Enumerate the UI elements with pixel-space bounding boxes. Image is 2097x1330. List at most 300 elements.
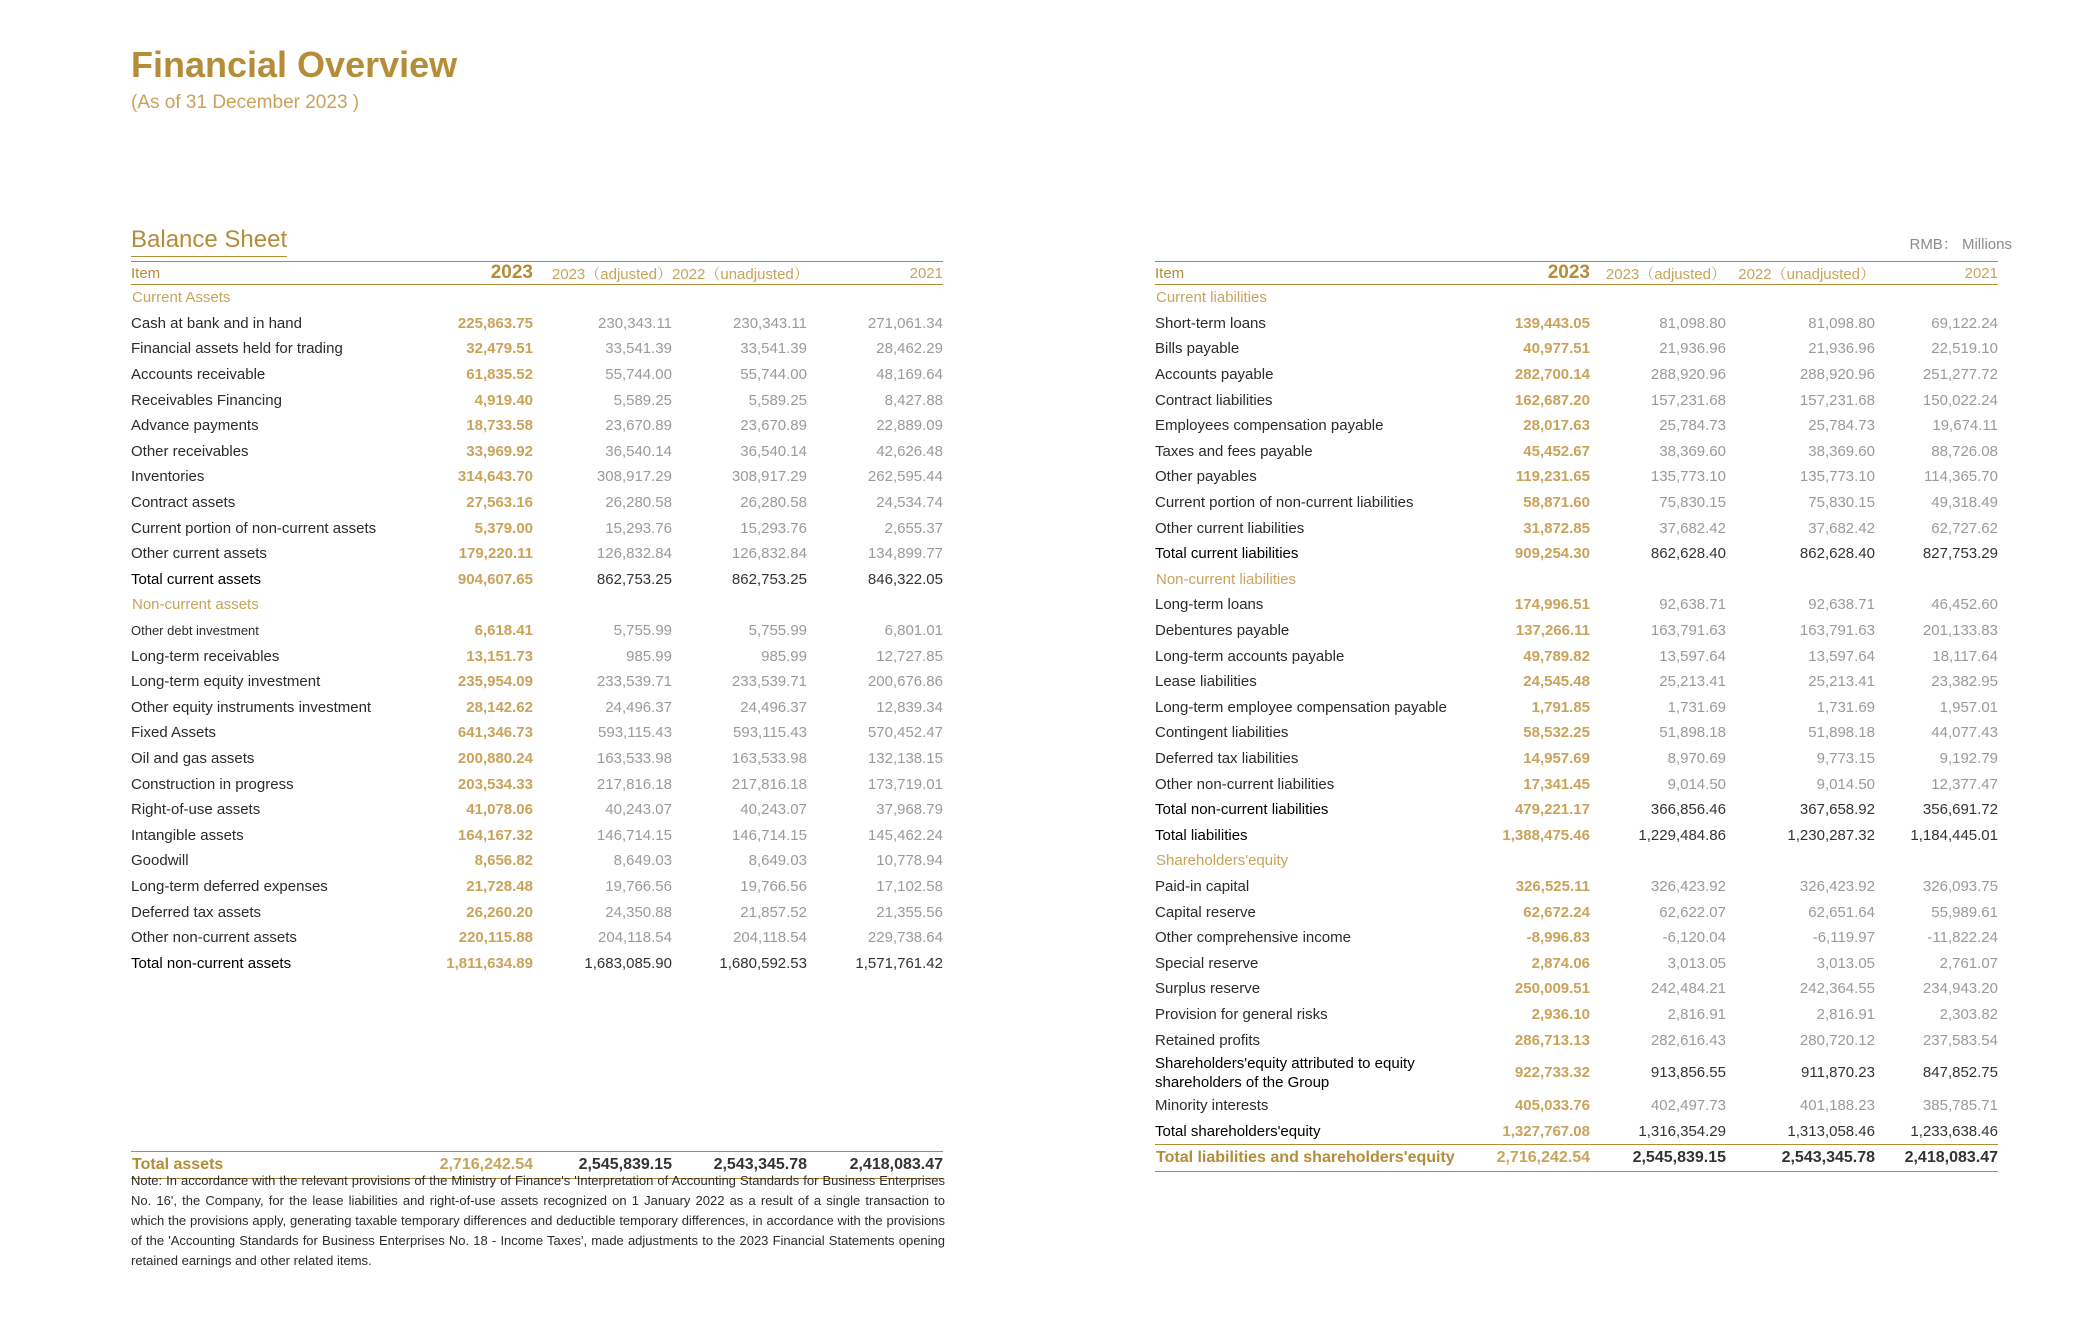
value-2023-adjusted: 862,753.25	[596, 570, 672, 588]
col-item: Item	[1155, 262, 1485, 285]
value-2023-adjusted: 8,649.03	[613, 852, 672, 870]
value-2021: 28,462.29	[876, 340, 943, 358]
table-row	[1155, 490, 1998, 516]
table-row	[131, 695, 943, 721]
value-2023: -8,996.83	[1526, 929, 1590, 947]
value-2023: 31,872.85	[1523, 519, 1590, 537]
value-2022-unadjusted: 163,533.98	[731, 749, 807, 767]
section-header-row	[1155, 285, 1998, 311]
value-2022-unadjusted: 8,649.03	[748, 852, 807, 870]
value-2023-adjusted: 282,616.43	[1650, 1031, 1726, 1049]
value-2021: 37,968.79	[876, 801, 943, 819]
value-2023-adjusted: 25,213.41	[1659, 673, 1726, 691]
value-2022-unadjusted: 36,540.14	[740, 442, 807, 460]
col-2021: 2021	[1875, 262, 1998, 285]
footnote-label: Note:	[131, 1173, 163, 1188]
value-2022-unadjusted: 21,936.96	[1808, 340, 1875, 358]
row-label: Accounts receivable	[131, 366, 266, 384]
col-2023: 2023	[1485, 262, 1590, 285]
section-header: Non-current assets	[132, 596, 259, 614]
page-title: Financial Overview	[131, 44, 458, 85]
row-label: Capital reserve	[1155, 903, 1256, 921]
table-row	[1155, 515, 1998, 541]
value-2023: 18,733.58	[466, 417, 533, 435]
value-2022-unadjusted: 2,816.91	[1816, 1005, 1875, 1023]
table-row	[1155, 618, 1998, 644]
row-label: Advance payments	[131, 417, 259, 435]
value-2023: 164,167.32	[457, 826, 533, 844]
table-row	[1155, 746, 1998, 772]
value-2021: 846,322.05	[867, 570, 943, 588]
value-2023-adjusted: 1,229,484.86	[1638, 826, 1726, 844]
value-2023: 225,863.75	[457, 314, 533, 332]
section-header-row	[131, 592, 943, 618]
value-2022-unadjusted: 1,680,592.53	[719, 954, 807, 972]
table-row	[131, 490, 943, 516]
row-label: Total liabilities	[1155, 826, 1248, 844]
row-label: Oil and gas assets	[131, 749, 255, 767]
value-2021: 234,943.20	[1922, 980, 1998, 998]
value-2021: 1,233,638.46	[1910, 1122, 1998, 1140]
value-2021: 356,691.72	[1922, 801, 1998, 819]
value-2023: 26,260.20	[466, 903, 533, 921]
liabilities-equity-table	[1155, 261, 1998, 1172]
table-row	[131, 669, 943, 695]
value-2023-adjusted: 75,830.15	[1659, 494, 1726, 512]
section-header: Shareholders'equity	[1156, 852, 1289, 870]
value-2022-unadjusted: 204,118.54	[733, 929, 807, 947]
value-2023-adjusted: 19,766.56	[605, 877, 672, 895]
value-2023: 62,672.24	[1523, 903, 1590, 921]
table-row	[1155, 1118, 1998, 1144]
value-2023: 41,078.06	[466, 801, 533, 819]
value-2022-unadjusted: 15,293.76	[740, 519, 807, 537]
value-2021: 847,852.75	[1922, 1064, 1998, 1082]
value-2023-adjusted: 2,545,839.15	[1590, 1145, 1726, 1172]
value-2023-adjusted: 135,773.10	[1650, 468, 1726, 486]
value-2022-unadjusted: 862,753.25	[731, 570, 807, 588]
value-2023: 250,009.51	[1514, 980, 1590, 998]
value-2023-adjusted: 163,533.98	[596, 749, 672, 767]
table-row	[131, 387, 943, 413]
value-2022-unadjusted: 911,870.23	[1801, 1064, 1875, 1082]
value-2022-unadjusted: 280,720.12	[1799, 1031, 1875, 1049]
value-2021: 1,957.01	[1939, 698, 1998, 716]
row-label: Retained profits	[1155, 1031, 1261, 1049]
value-2022-unadjusted: 1,313,058.46	[1787, 1122, 1875, 1140]
value-2021: 2,655.37	[884, 519, 943, 537]
value-2023-adjusted: 23,670.89	[605, 417, 672, 435]
value-2021: -11,822.24	[1927, 929, 1998, 947]
row-label: Minority interests	[1155, 1097, 1269, 1115]
value-2021: 88,726.08	[1931, 442, 1998, 460]
table-row	[1155, 1002, 1998, 1028]
value-2021: 42,626.48	[876, 442, 943, 460]
value-2022-unadjusted: 593,115.43	[733, 724, 807, 742]
unit-label: RMB： Millions	[1909, 236, 2012, 253]
value-2023-adjusted: 5,589.25	[613, 391, 672, 409]
value-2023-adjusted: 92,638.71	[1659, 596, 1726, 614]
value-2022-unadjusted: 33,541.39	[740, 340, 807, 358]
table-row	[131, 336, 943, 362]
value-2023: 137,266.11	[1515, 622, 1590, 640]
table-row	[1155, 1093, 1998, 1119]
row-label: Lease liabilities	[1155, 673, 1257, 691]
value-2021: 229,738.64	[867, 929, 943, 947]
table-row	[131, 362, 943, 388]
value-2021: 12,377.47	[1931, 775, 1998, 793]
value-2023-adjusted: 326,423.92	[1650, 877, 1726, 895]
value-2022-unadjusted: 862,628.40	[1799, 545, 1875, 563]
table-row	[1155, 362, 1998, 388]
value-2023: 21,728.48	[466, 877, 533, 895]
row-label: Total current assets	[131, 570, 262, 588]
value-2022-unadjusted: 23,670.89	[740, 417, 807, 435]
section-header-row	[1155, 848, 1998, 874]
table-row	[131, 848, 943, 874]
row-label: Long-term equity investment	[131, 673, 321, 691]
value-2023-adjusted: 402,497.73	[1650, 1097, 1726, 1115]
value-2023: 61,835.52	[466, 366, 533, 384]
value-2021: 23,382.95	[1931, 673, 1998, 691]
value-2021: 237,583.54	[1922, 1031, 1998, 1049]
row-label: Current portion of non-current assets	[131, 519, 377, 537]
value-2023: 909,254.30	[1514, 545, 1590, 563]
value-2022-unadjusted: 26,280.58	[740, 494, 807, 512]
row-label: Shareholders'equity attributed to equity shareholders of the Group	[1155, 1054, 1415, 1091]
row-label: Accounts payable	[1155, 366, 1274, 384]
table-row	[1155, 1053, 1998, 1093]
value-2021: 12,839.34	[876, 698, 943, 716]
value-2023-adjusted: 21,936.96	[1659, 340, 1726, 358]
value-2021: 21,355.56	[876, 903, 943, 921]
value-2021: 62,727.62	[1931, 519, 1998, 537]
row-label: Total shareholders'equity	[1155, 1122, 1321, 1140]
value-2021: 46,452.60	[1931, 596, 1998, 614]
value-2022-unadjusted: 5,589.25	[748, 391, 807, 409]
value-2023: 32,479.51	[466, 340, 533, 358]
value-2023: 1,327,767.08	[1502, 1122, 1590, 1140]
value-2021: 1,184,445.01	[1910, 826, 1998, 844]
footnote-text: In accordance with the relevant provisions of the Ministry of Finance's 'Interpretation of Accounting Standards for Business Enterprises No. 16', the Company, for the lease liabilities and right-of-use assets recognized on 1 January 2022 as a result of a single transaction to which the provisions apply, generating taxable temporary differences and deductible temporary differences, in accordance with the provisions of the 'Accounting Standards for Business Enterprises No. 18 - Income Taxes', made adjustments to the 2023 Financial Statements opening retained earnings and other related items.	[131, 1173, 945, 1268]
value-2023: 58,532.25	[1523, 724, 1590, 742]
value-2021: 49,318.49	[1931, 494, 1998, 512]
value-2021: 17,102.58	[876, 877, 943, 895]
table-row	[1155, 643, 1998, 669]
value-2021: 114,365.70	[1924, 468, 1998, 486]
value-2023: 479,221.17	[1514, 801, 1590, 819]
value-2023-adjusted: 1,683,085.90	[584, 954, 672, 972]
table-row	[1155, 899, 1998, 925]
value-2021: 132,138.15	[867, 749, 943, 767]
table-row	[131, 311, 943, 337]
value-2023: 27,563.16	[466, 494, 533, 512]
value-2023-adjusted: 33,541.39	[605, 340, 672, 358]
value-2023: 58,871.60	[1523, 494, 1590, 512]
table-row	[1155, 1145, 1998, 1172]
value-2022-unadjusted: 146,714.15	[731, 826, 807, 844]
value-2023-adjusted: 163,791.63	[1650, 622, 1726, 640]
table-row	[1155, 541, 1998, 567]
row-label: Other current liabilities	[1155, 519, 1305, 537]
section-header-row	[1155, 567, 1998, 593]
value-2023: 286,713.13	[1514, 1031, 1590, 1049]
assets-table	[131, 261, 943, 1179]
value-2023-adjusted: 9,014.50	[1667, 775, 1726, 793]
row-label: Total non-current liabilities	[1155, 801, 1329, 819]
value-2023: 2,874.06	[1531, 954, 1590, 972]
value-2022-unadjusted: 157,231.68	[1799, 391, 1875, 409]
table-row	[131, 618, 943, 644]
row-label: Surplus reserve	[1155, 980, 1261, 998]
value-2021: 48,169.64	[876, 366, 943, 384]
value-2021: 827,753.29	[1922, 545, 1998, 563]
value-2023-adjusted: 1,731.69	[1667, 698, 1726, 716]
table-row	[131, 746, 943, 772]
value-2023-adjusted: 24,350.88	[605, 903, 672, 921]
table-row	[131, 515, 943, 541]
value-2022-unadjusted: 326,423.92	[1799, 877, 1875, 895]
row-label: Other non-current liabilities	[1155, 775, 1335, 793]
value-2023-adjusted: 2,545,839.15	[533, 1152, 672, 1179]
row-label: Long-term employee compensation payable	[1155, 698, 1447, 716]
value-2023-adjusted: 24,496.37	[605, 698, 672, 716]
value-2023: 14,957.69	[1523, 749, 1590, 767]
value-2021: 12,727.85	[876, 647, 943, 665]
row-label: Contingent liabilities	[1155, 724, 1289, 742]
row-label: Other debt investment	[131, 623, 259, 639]
table-row	[1155, 669, 1998, 695]
row-label: Long-term deferred expenses	[131, 877, 328, 895]
table-row	[1155, 874, 1998, 900]
value-2023: 179,220.11	[458, 545, 533, 563]
value-2022-unadjusted: 242,364.55	[1799, 980, 1875, 998]
table-row	[1155, 464, 1998, 490]
value-2022-unadjusted: 9,773.15	[1816, 749, 1875, 767]
value-2023: 326,525.11	[1515, 877, 1590, 895]
table-row	[131, 899, 943, 925]
value-2023-adjusted: 126,832.84	[596, 545, 672, 563]
value-2022-unadjusted: 38,369.60	[1808, 442, 1875, 460]
row-label: Inventories	[131, 468, 205, 486]
row-label: Other non-current assets	[131, 929, 297, 947]
value-2022-unadjusted: 5,755.99	[748, 622, 807, 640]
value-2022-unadjusted: 51,898.18	[1808, 724, 1875, 742]
table-row	[1155, 695, 1998, 721]
table-row	[131, 822, 943, 848]
table-row	[1155, 413, 1998, 439]
col-2021: 2021	[807, 262, 943, 285]
value-2023-adjusted: 217,816.18	[596, 775, 672, 793]
value-2023-adjusted: 25,784.73	[1659, 417, 1726, 435]
value-2021: 6,801.01	[884, 622, 943, 640]
value-2023: 28,142.62	[466, 698, 533, 716]
value-2022-unadjusted: 2,543,345.78	[1726, 1145, 1875, 1172]
value-2021: 69,122.24	[1931, 314, 1998, 332]
row-label: Total current liabilities	[1155, 545, 1299, 563]
value-2021: 134,899.77	[867, 545, 943, 563]
table-row	[1155, 311, 1998, 337]
value-2022-unadjusted: 135,773.10	[1799, 468, 1875, 486]
row-label: Fixed Assets	[131, 724, 217, 742]
value-2023: 641,346.73	[457, 724, 533, 742]
value-2023-adjusted: -6,120.04	[1662, 929, 1726, 947]
row-label: Employees compensation payable	[1155, 417, 1384, 435]
value-2022-unadjusted: 19,766.56	[740, 877, 807, 895]
value-2023: 162,687.20	[1514, 391, 1590, 409]
row-label: Deferred tax liabilities	[1155, 749, 1299, 767]
table-row	[131, 567, 943, 593]
table-row	[1155, 1027, 1998, 1053]
value-2023: 49,789.82	[1523, 647, 1590, 665]
table-row	[1155, 439, 1998, 465]
row-label: Taxes and fees payable	[1155, 442, 1313, 460]
section-header: Current Assets	[132, 289, 231, 307]
value-2023: 174,996.51	[1514, 596, 1590, 614]
value-2022-unadjusted: 1,230,287.32	[1787, 826, 1875, 844]
row-label: Paid-in capital	[1155, 877, 1250, 895]
value-2021: 18,117.64	[1932, 647, 1998, 665]
value-2022-unadjusted: 9,014.50	[1816, 775, 1875, 793]
value-2021: 2,418,083.47	[1875, 1145, 1998, 1172]
table-row	[131, 413, 943, 439]
table-row	[1155, 797, 1998, 823]
value-2021: 200,676.86	[867, 673, 943, 691]
value-2023: 24,545.48	[1523, 673, 1590, 691]
value-2023-adjusted: 157,231.68	[1650, 391, 1726, 409]
value-2023: 2,716,242.54	[431, 1152, 533, 1179]
value-2023-adjusted: 26,280.58	[605, 494, 672, 512]
col-2022-unadjusted: 2022（unadjusted）	[672, 262, 807, 285]
value-2021: 385,785.71	[1922, 1097, 1998, 1115]
value-2023-adjusted: 81,098.80	[1659, 314, 1726, 332]
row-label: Other comprehensive income	[1155, 929, 1351, 947]
value-2023: 1,388,475.46	[1502, 826, 1590, 844]
value-2023: 235,954.09	[457, 673, 533, 691]
value-2023-adjusted: 40,243.07	[605, 801, 672, 819]
value-2021: 150,022.24	[1922, 391, 1998, 409]
value-2023: 139,443.05	[1514, 314, 1590, 332]
row-label: Other equity instruments investment	[131, 698, 372, 716]
value-2021: 173,719.01	[867, 775, 943, 793]
row-label: Other receivables	[131, 442, 249, 460]
value-2023-adjusted: 593,115.43	[598, 724, 672, 742]
value-2022-unadjusted: 2,543,345.78	[672, 1152, 807, 1179]
section-title: Balance Sheet	[131, 226, 287, 257]
value-2021: 326,093.75	[1922, 877, 1998, 895]
value-2023: 220,115.88	[458, 929, 533, 947]
row-label: Long-term receivables	[131, 647, 280, 665]
value-2023: 1,811,634.89	[446, 954, 533, 972]
value-2021: 570,452.47	[867, 724, 943, 742]
table-row	[131, 874, 943, 900]
table-row	[1155, 771, 1998, 797]
row-label: Total non-current assets	[131, 954, 292, 972]
table-row	[1155, 336, 1998, 362]
value-2023-adjusted: 36,540.14	[605, 442, 672, 460]
table-header-row	[1155, 262, 1998, 285]
value-2021: 2,761.07	[1939, 954, 1998, 972]
value-2023-adjusted: 288,920.96	[1650, 366, 1726, 384]
row-label: Financial assets held for trading	[131, 340, 343, 358]
row-label: Construction in progress	[131, 775, 294, 793]
row-label: Receivables Financing	[131, 391, 282, 409]
value-2021: 2,418,083.47	[807, 1152, 943, 1179]
value-2022-unadjusted: 40,243.07	[740, 801, 807, 819]
footnote	[131, 1171, 945, 1271]
value-2022-unadjusted: 230,343.11	[733, 314, 807, 332]
page-subtitle: (As of 31 December 2023 )	[131, 92, 360, 113]
table-row	[1155, 387, 1998, 413]
value-2022-unadjusted: 308,917.29	[731, 468, 807, 486]
value-2021: 251,277.72	[1922, 366, 1998, 384]
col-2023: 2023	[431, 262, 533, 285]
row-label: Right-of-use assets	[131, 801, 261, 819]
value-2023: 4,919.40	[474, 391, 533, 409]
value-2022-unadjusted: 3,013.05	[1816, 954, 1875, 972]
value-2023: 119,231.65	[1515, 468, 1590, 486]
row-label: Bills payable	[1155, 340, 1240, 358]
row-label: Contract assets	[131, 494, 236, 512]
table-row	[131, 720, 943, 746]
value-2022-unadjusted: 163,791.63	[1799, 622, 1875, 640]
value-2023-adjusted: 204,118.54	[598, 929, 672, 947]
col-2022-unadjusted: 2022（unadjusted）	[1726, 262, 1875, 285]
row-label: Long-term accounts payable	[1155, 647, 1345, 665]
value-2022-unadjusted: 367,658.92	[1799, 801, 1875, 819]
value-2021: 10,778.94	[876, 852, 943, 870]
section-header: Non-current liabilities	[1156, 570, 1297, 588]
table-row	[1155, 720, 1998, 746]
table-header-row	[131, 262, 943, 285]
value-2022-unadjusted: 288,920.96	[1799, 366, 1875, 384]
row-label: Deferred tax assets	[131, 903, 262, 921]
value-2023-adjusted: 55,744.00	[605, 366, 672, 384]
value-2021: 22,519.10	[1931, 340, 1998, 358]
table-row	[1155, 976, 1998, 1002]
value-2022-unadjusted: 21,857.52	[740, 903, 807, 921]
value-2023-adjusted: 366,856.46	[1650, 801, 1726, 819]
table-row	[131, 771, 943, 797]
value-2023-adjusted: 5,755.99	[613, 622, 672, 640]
table-row	[1155, 925, 1998, 951]
value-2023: 6,618.41	[474, 622, 533, 640]
value-2023: 1,791.85	[1531, 698, 1590, 716]
table-row	[1155, 950, 1998, 976]
value-2023: 2,716,242.54	[1485, 1145, 1590, 1172]
value-2022-unadjusted: 126,832.84	[731, 545, 807, 563]
value-2023: 405,033.76	[1514, 1097, 1590, 1115]
value-2023: 5,379.00	[474, 519, 533, 537]
value-2023-adjusted: 8,970.69	[1667, 749, 1726, 767]
col-item: Item	[131, 262, 431, 285]
row-label: Intangible assets	[131, 826, 244, 844]
row-label: Provision for general risks	[1155, 1005, 1328, 1023]
value-2023-adjusted: 2,816.91	[1667, 1005, 1726, 1023]
value-2023-adjusted: 62,622.07	[1659, 903, 1726, 921]
value-2021: 19,674.11	[1932, 417, 1998, 435]
row-label: Other payables	[1155, 468, 1257, 486]
value-2022-unadjusted: 985.99	[761, 647, 807, 665]
table-row	[131, 925, 943, 951]
section-header: Current liabilities	[1156, 289, 1267, 307]
value-2023: 200,880.24	[457, 749, 533, 767]
row-label: Cash at bank and in hand	[131, 314, 302, 332]
section-header-row	[131, 285, 943, 311]
row-label: Other current assets	[131, 545, 267, 563]
value-2021: 1,571,761.42	[855, 954, 943, 972]
value-2022-unadjusted: 401,188.23	[1799, 1097, 1875, 1115]
